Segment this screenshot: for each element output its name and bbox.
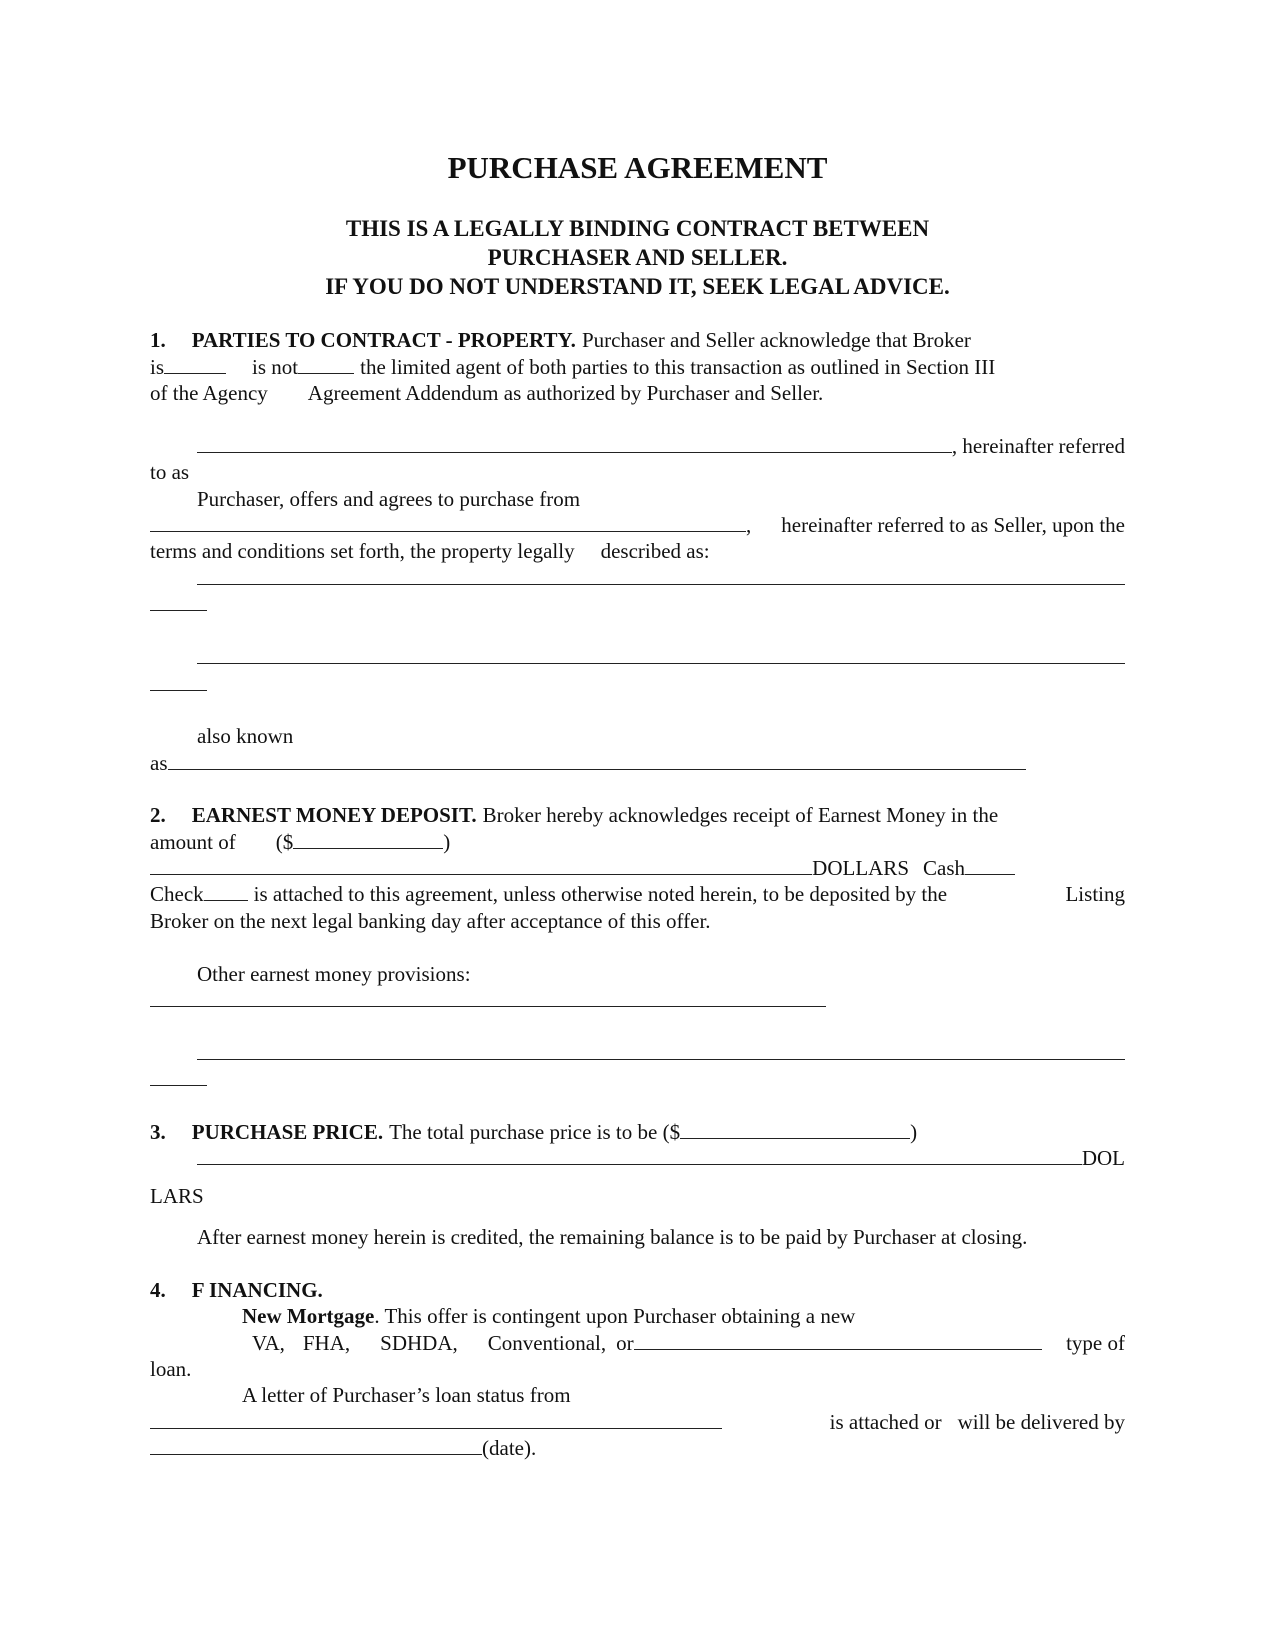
text: (date).	[482, 1436, 537, 1460]
text: )	[443, 830, 451, 854]
text-line	[197, 487, 1125, 511]
other-provisions-field-2[interactable]	[197, 1041, 1125, 1060]
blank-line	[197, 645, 1125, 669]
blank-line	[197, 1041, 1125, 1065]
warning-line-2: PURCHASER AND SELLER.	[487, 245, 788, 270]
earnest-amount-words-field[interactable]	[150, 856, 812, 875]
blank-line	[150, 592, 1125, 616]
section-1-number: 1.	[150, 328, 166, 352]
legal-description-field-1b[interactable]	[150, 592, 207, 611]
text: Broker on the next legal banking day after acceptance of this offer.	[150, 909, 711, 933]
check-line	[150, 882, 1125, 906]
text-line	[150, 909, 1125, 933]
text-line	[242, 1383, 1125, 1407]
seller-name-field[interactable]	[150, 513, 746, 532]
section-3-heading: PURCHASE PRICE.	[191, 1120, 384, 1144]
cash-field[interactable]	[965, 856, 1015, 875]
text-line	[150, 460, 1125, 484]
warning-line-3: IF YOU DO NOT UNDERSTAND IT, SEEK LEGAL ADVICE.	[325, 274, 950, 299]
purchaser-line	[197, 434, 1125, 458]
is-not-agent-field[interactable]	[298, 355, 354, 374]
seller-line	[150, 513, 1125, 537]
option-or: or	[616, 1331, 634, 1355]
lender-line	[150, 1410, 1125, 1434]
new-mortgage-line	[242, 1304, 1125, 1328]
section-1-heading: PARTIES TO CONTRACT - PROPERTY.	[191, 328, 576, 352]
text: , hereinafter referred	[951, 434, 1125, 458]
text: type of	[1066, 1331, 1125, 1355]
date-line	[150, 1436, 1125, 1460]
is-not-label: is not	[252, 355, 299, 379]
other-provisions-field-2b[interactable]	[150, 1067, 207, 1086]
section-4-line-1	[150, 1278, 1125, 1302]
price-words-line	[197, 1146, 1125, 1170]
purchase-price-words-field[interactable]	[197, 1146, 1082, 1165]
text-line	[150, 1357, 1125, 1381]
text: is attached to this agreement, unless otherwise noted herein, to be deposited by the	[253, 882, 948, 906]
text: will be delivered by	[957, 1410, 1125, 1434]
text: The total purchase price is to be ($	[389, 1120, 681, 1144]
text: of the Agency	[150, 381, 268, 405]
text: Cash	[923, 856, 965, 880]
option-conventional[interactable]: Conventional,	[487, 1331, 607, 1355]
loan-type-line	[252, 1331, 1125, 1355]
legal-description-field-2b[interactable]	[150, 672, 207, 691]
text: Check	[150, 882, 204, 906]
section-2-line-1	[150, 803, 1125, 827]
text-line	[197, 1225, 1125, 1249]
text: loan.	[150, 1357, 192, 1381]
text: Broker hereby acknowledges receipt of Earnest Money in the	[482, 803, 999, 827]
text: Agreement Addendum as authorized by Purchaser and Seller.	[307, 381, 824, 405]
delivery-date-field[interactable]	[150, 1436, 482, 1455]
legal-description-field-1[interactable]	[197, 566, 1125, 585]
amount-line	[150, 830, 1125, 854]
section-4-number: 4.	[150, 1278, 166, 1302]
text-line	[197, 962, 1125, 986]
text: as	[150, 751, 168, 775]
new-mortgage-label: New Mortgage	[242, 1304, 375, 1328]
blank-line	[150, 988, 1125, 1012]
option-fha[interactable]: FHA,	[302, 1331, 351, 1355]
text: A letter of Purchaser’s loan status from	[242, 1383, 571, 1407]
text: ,	[746, 513, 752, 537]
section-1-text-2: the limited agent of both parties to this transaction as outlined in Section III	[360, 355, 996, 379]
section-1-line-1	[150, 328, 1125, 352]
text: Other earnest money provisions:	[197, 962, 471, 986]
is-agent-field[interactable]	[164, 355, 226, 374]
check-field[interactable]	[204, 882, 248, 901]
text: Listing	[1065, 882, 1125, 906]
dollars-line	[150, 856, 1125, 880]
other-loan-type-field[interactable]	[634, 1331, 1042, 1350]
text: LARS	[150, 1184, 204, 1208]
earnest-amount-field[interactable]	[293, 830, 443, 849]
legal-description-field-2[interactable]	[197, 645, 1125, 664]
warning-line-1: THIS IS A LEGALLY BINDING CONTRACT BETWEEN	[345, 216, 930, 241]
other-provisions-field-1[interactable]	[150, 988, 826, 1007]
text: amount of	[150, 830, 236, 854]
text-line	[197, 724, 1125, 748]
text: After earnest money herein is credited, the remaining balance is to be paid by Purchaser at closing.	[197, 1225, 1028, 1249]
document-title: PURCHASE AGREEMENT	[447, 150, 828, 185]
section-1-line-3	[150, 381, 1125, 405]
purchase-price-field[interactable]	[680, 1120, 910, 1139]
blank-line	[150, 1067, 1125, 1091]
text-line	[150, 1184, 1125, 1208]
text: is attached or	[829, 1410, 942, 1434]
text: described as:	[600, 539, 710, 563]
is-label: is	[150, 355, 165, 379]
also-known-as-field[interactable]	[168, 751, 1026, 770]
section-2-heading: EARNEST MONEY DEPOSIT.	[191, 803, 477, 827]
aka-line	[150, 751, 1125, 775]
purchaser-name-field[interactable]	[197, 434, 952, 453]
section-1-line-2	[150, 355, 1125, 379]
text: DOL	[1081, 1146, 1125, 1170]
option-va[interactable]: VA,	[252, 1331, 285, 1355]
section-3-line-1	[150, 1120, 1125, 1144]
blank-line	[197, 566, 1125, 590]
text: hereinafter referred to as Seller, upon the	[781, 513, 1125, 537]
option-sdhda[interactable]: SDHDA,	[380, 1331, 458, 1355]
text: . This offer is contingent upon Purchaser obtaining a new	[374, 1304, 856, 1328]
text: DOLLARS	[812, 856, 909, 880]
text: also known	[197, 724, 294, 748]
text: )	[910, 1120, 918, 1144]
text: terms and conditions set forth, the property legally	[150, 539, 575, 563]
blank-line	[150, 672, 1125, 696]
lender-field[interactable]	[150, 1410, 722, 1429]
section-3-number: 3.	[150, 1120, 166, 1144]
text: Purchaser, offers and agrees to purchase from	[197, 487, 581, 511]
section-2-number: 2.	[150, 803, 166, 827]
text: ($	[275, 830, 294, 854]
text: to as	[150, 460, 190, 484]
section-1-text: Purchaser and Seller acknowledge that Broker	[581, 328, 971, 352]
text-line	[150, 539, 1125, 563]
section-4-heading: F INANCING.	[191, 1278, 323, 1302]
